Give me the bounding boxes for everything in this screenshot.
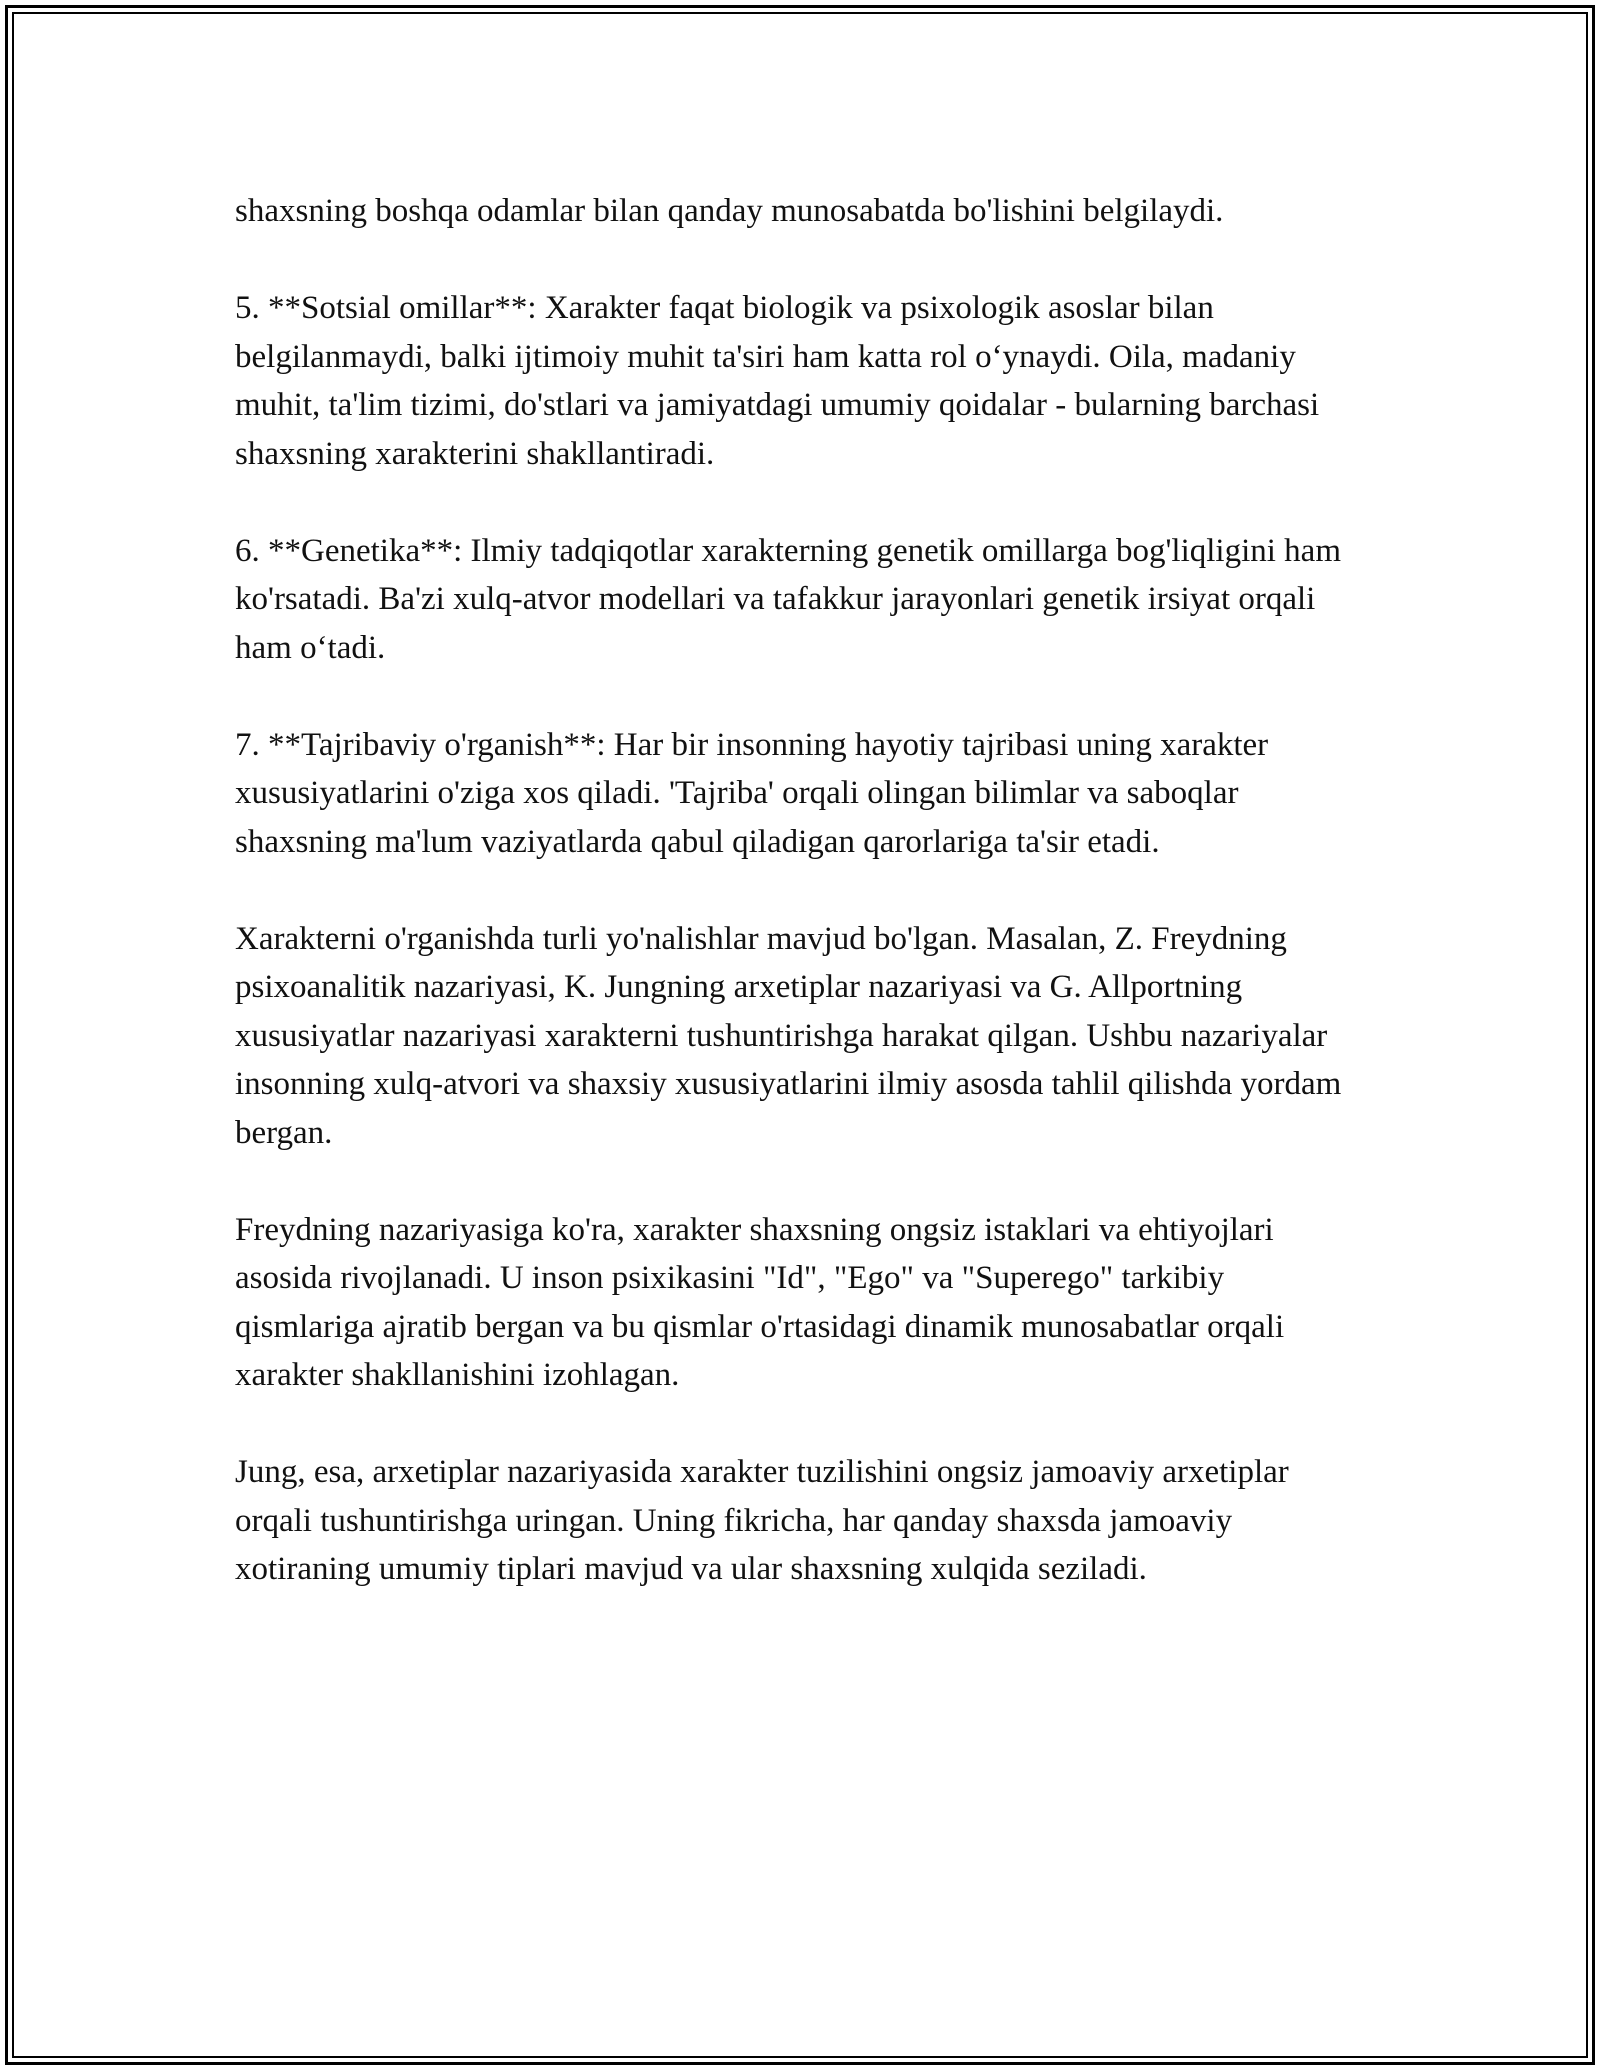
paragraph-freyd: Freydning nazariyasiga ko'ra, xarakter shaxsning ongsiz istaklari va ehtiyojlari asosida rivojlanadi. U inson psixikasini "Id", "Ego" va "Superego" tarkibiy qismlariga ajratib bergan va bu qismlar o'rtasidagi dinamik munosabatlar orqali xarakter shakllanishini izohlagan.: [235, 1211, 1285, 1393]
paragraph-yonalishlar: Xarakterni o'rganishda turli yo'nalishlar mavjud bo'lgan. Masalan, Z. Freydning psixoanalitik nazariyasi, K. Jungning arxetiplar nazariyasi va G. Allportning xususiyatlar nazariyasi xarakterni tushuntirishga harakat qilgan. Ushbu nazariyalar insonning xulq-atvori va shaxsiy xususiyatlarini ilmiy asosda tahlil qilishda yordam bergan.: [235, 920, 1342, 1151]
paragraph-sotsial-omillar: 5. **Sotsial omillar**: Xarakter faqat biologik va psixologik asoslar bilan belgilanmaydi, balki ijtimoiy muhit ta'siri ham katta rol o‘ynaydi. Oila, madaniy muhit, ta'lim tizimi, do'stlari va jamiyatdagi umumiy qoidalar - bularning barchasi shaxsning xarakterini shakllantiradi.: [235, 290, 1320, 472]
paragraph-jung: Jung, esa, arxetiplar nazariyasida xarakter tuzilishini ongsiz jamoaviy arxetiplar orqali tushuntirishga uringan. Uning fikricha, har qanday shaxsda jamoaviy xotiraning umumiy tiplari mavjud va ular shaxsning xulqida seziladi.: [235, 1454, 1289, 1587]
document-body: [235, 187, 1365, 1642]
paragraph-genetika: 6. **Genetika**: Ilmiy tadqiqotlar xarakterning genetik omillarga bog'liqligini ham ko'rsatadi. Ba'zi xulq-atvor modellari va tafakkur jarayonlari genetik irsiyat orqali ham o‘tadi.: [235, 532, 1341, 666]
paragraph-continuation: shaxsning boshqa odamlar bilan qanday munosabatda bo'lishini belgilaydi.: [235, 193, 1224, 229]
paragraph-tajribaviy-organish: 7. **Tajribaviy o'rganish**: Har bir insonning hayotiy tajribasi uning xarakter xususiyatlarini o'ziga xos qiladi. 'Tajriba' orqali olingan bilimlar va saboqlar shaxsning ma'lum vaziyatlarda qabul qiladigan qarorlariga ta'sir etadi.: [235, 726, 1269, 860]
